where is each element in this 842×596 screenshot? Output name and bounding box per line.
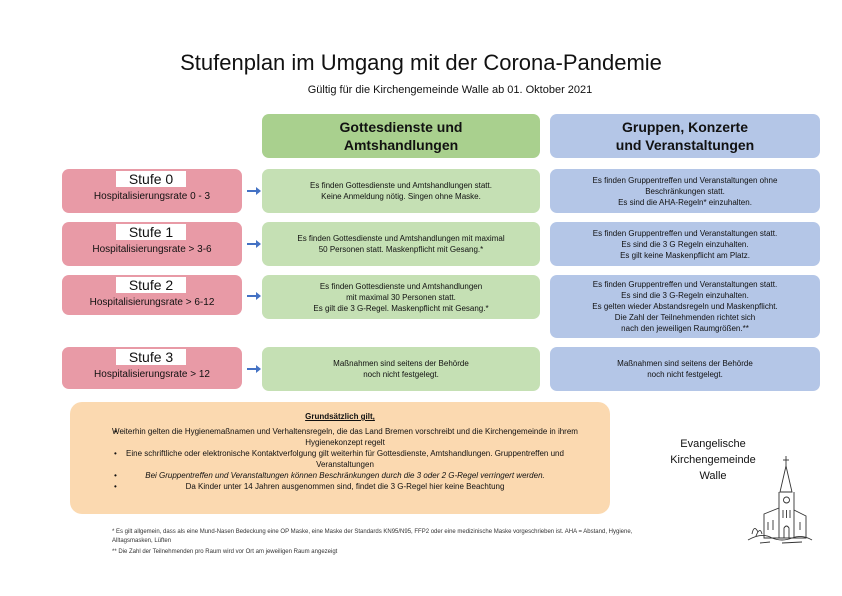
note-item: • Weiterhin gelten die Hygienemaßnamen und Verhaltensregeln, die das Land Bremen vorschreibt und die Kirchengemeinde in ihrem Hygienekonzept regelt <box>100 426 590 448</box>
stage-3-box <box>62 347 242 389</box>
stage-0-services: Es finden Gottesdienste und Amtshandlungen statt. Keine Anmeldung nötig. Singen ohne Maske. <box>262 169 540 213</box>
stage-3-groups: Maßnahmen sind seitens der Behörde noch nicht festgelegt. <box>550 347 820 391</box>
stage-0-groups: Es finden Gruppentreffen und Veranstaltungen ohne Beschränkungen statt. Es sind die AHA-Regeln* einzuhalten. <box>550 169 820 213</box>
stage-2-services: Es finden Gottesdienste und Amtshandlungen mit maximal 30 Personen statt. Es gilt die 3 G-Regel. Maskenpflicht mit Gesang.* <box>262 275 540 319</box>
stage-rate: Hospitalisierungsrate > 6-12 <box>89 297 215 308</box>
stage-3-services: Maßnahmen sind seitens der Behörde noch nicht festgelegt. <box>262 347 540 391</box>
arrow-right-icon <box>247 365 261 373</box>
church-name: Evangelische Kirchengemeinde Walle <box>670 438 756 482</box>
church-drawing-icon <box>742 452 814 544</box>
stage-name: Stufe 2 <box>116 277 186 293</box>
column-header-groups: Gruppen, Konzerte und Veranstaltungen <box>550 114 820 158</box>
note-item: • Eine schriftliche oder elektronische Kontaktverfolgung gilt weiterhin für Gottesdienste, Amtshandlungen. Gruppentreffen und Veranstaltungen <box>100 448 590 470</box>
arrow-right-icon <box>247 187 261 195</box>
stage-name: Stufe 3 <box>116 349 186 365</box>
stage-name: Stufe 1 <box>116 224 186 240</box>
stage-2-groups: Es finden Gruppentreffen und Veranstaltungen statt. Es sind die 3 G-Regeln einzuhalten. Es gelten wieder Abstandsregeln und Maskenpflicht. Die Zahl der Teilnehmenden richtet sich nach den jeweiligen Raumgrößen.** <box>550 275 820 338</box>
stage-rate: Hospitalisierungsrate > 3-6 <box>92 244 212 255</box>
stage-rate: Hospitalisierungsrate 0 - 3 <box>93 191 211 202</box>
stage-1-services: Es finden Gottesdienste und Amtshandlungen mit maximal 50 Personen statt. Maskenpflicht mit Gesang.* <box>262 222 540 266</box>
note-item: • Da Kinder unter 14 Jahren ausgenommen sind, findet die 3 G-Regel hier keine Beachtung <box>100 481 590 492</box>
footnote-1: * Es gilt allgemein, dass als eine Mund-Nasen Bedeckung eine OP Maske, eine Maske der Standards KN95/N95, FFP2 oder eine medizinische Maske vorgeschrieben ist. AHA = Abstand, Hygiene, Alltagsmasken, Lüften <box>112 529 633 544</box>
stage-2-box <box>62 275 242 315</box>
arrow-right-icon <box>247 240 261 248</box>
notes-list <box>100 426 590 492</box>
stage-name: Stufe 0 <box>116 171 186 187</box>
page-subtitle: Gültig für die Kirchengemeinde Walle ab 01. Oktober 2021 <box>307 84 593 96</box>
note-item: • Bei Gruppentreffen und Veranstaltungen können Beschränkungen durch die 3 oder 2 G-Regel verringert werden. <box>100 470 590 481</box>
footnote-2: ** Die Zahl der Teilnehmenden pro Raum wird vor Ort am jeweiligen Raum angezeigt <box>112 549 338 555</box>
page-title: Stufenplan im Umgang mit der Corona-Pandemie <box>180 50 662 75</box>
stage-0-box <box>62 169 242 213</box>
stage-1-groups: Es finden Gruppentreffen und Veranstaltungen statt. Es sind die 3 G Regeln einzuhalten. Es gilt keine Maskenpflicht am Platz. <box>550 222 820 266</box>
stage-1-box <box>62 222 242 266</box>
arrow-right-icon <box>247 292 261 300</box>
column-header-services: Gottesdienste und Amtshandlungen <box>262 114 540 158</box>
notes-title: Grundsätzlich gilt, <box>305 412 375 421</box>
general-notes-box <box>70 402 610 514</box>
stage-rate: Hospitalisierungsrate > 12 <box>94 369 210 380</box>
